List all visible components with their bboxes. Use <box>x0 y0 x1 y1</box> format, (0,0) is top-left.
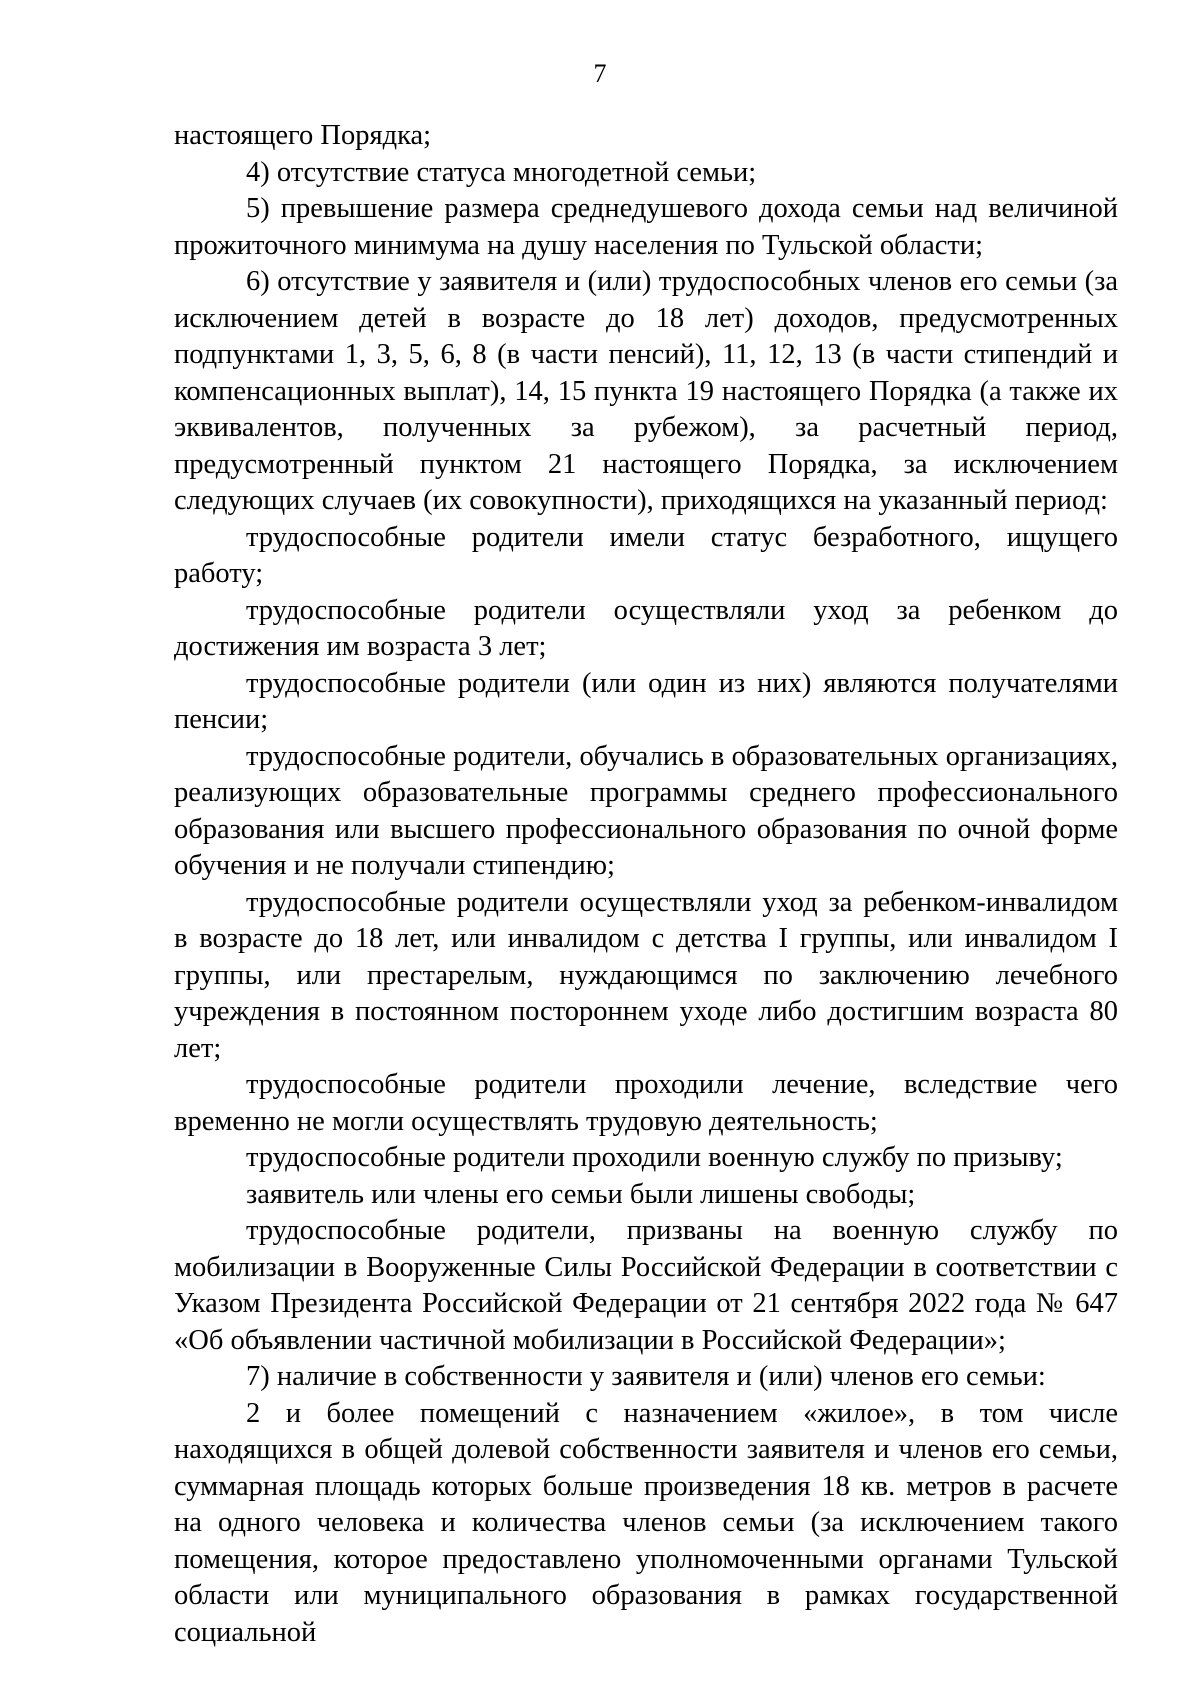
paragraph-12: заявитель или члены его семьи были лишены свободы; <box>246 1178 916 1210</box>
paragraph-8: трудоспособные родители, обучались в образовательных организациях, реализующих образовательные программы среднего профессионального образования или высшего профессионального образования по очной форме обучения и не получали стипендию; <box>174 740 1118 881</box>
paragraph-6: трудоспособные родители осуществляли уход за ребенком до достижения им возраста 3 лет; <box>174 594 1118 662</box>
paragraph-7: трудоспособные родители (или один из них) являются получателями пенсии; <box>174 667 1118 735</box>
paragraph-9: трудоспособные родители осуществляли уход за ребенком-инвалидом в возрасте до 18 лет, или инвалидом с детства I группы, или инвалидом I группы, или престарелым, нуждающимся по заключению лечебного учреждения в постоянном постороннем уходе либо достигшим возраста 80 лет; <box>174 886 1118 1064</box>
page-number: 7 <box>593 59 607 88</box>
paragraph-1: настоящего Порядка; <box>174 120 432 151</box>
paragraph-14: 7) наличие в собственности у заявителя и (или) членов его семьи: <box>246 1361 1046 1392</box>
paragraph-10: трудоспособные родители проходили лечение, вследствие чего временно не могли осуществлять трудовую деятельность; <box>174 1069 1118 1137</box>
paragraph-5: трудоспособные родители имели статус безработного, ищущего работу; <box>174 521 1118 589</box>
paragraph-2: 4) отсутствие статуса многодетной семьи; <box>246 156 757 188</box>
paragraph-3: 5) превышение размера среднедушевого дохода семьи над величиной прожиточного минимума на душу населения по Тульской области; <box>174 193 1118 261</box>
paragraph-11: трудоспособные родители проходили военную службу по призыву; <box>246 1142 1063 1173</box>
paragraph-13: трудоспособные родители, призваны на военную службу по мобилизации в Вооруженные Силы Российской Федерации в соответствии с Указом Президента Российской Федерации от 21 сентября 2022 года № 647 «Об объявлении частичной мобилизации в Российской Федерации»; <box>174 1215 1118 1356</box>
paragraph-15: 2 и более помещений с назначением «жилое», в том числе находящихся в общей долевой собственности заявителя и членов его семьи, суммарная площадь которых больше произведения 18 кв. метров в расчете на одного человека и количества членов семьи (за исключением такого помещения, которое предоставлено уполномоченными органами Тульской области или муниципального образования в рамках государственной социальной <box>174 1397 1118 1648</box>
paragraph-4: 6) отсутствие у заявителя и (или) трудоспособных членов его семьи (за исключением детей в возрасте до 18 лет) доходов, предусмотренных подпунктами 1, 3, 5, 6, 8 (в части пенсий), 11, 12, 13 (в части стипендий и компенсационных выплат), 14, 15 пункта 19 настоящего Порядка (а также их эквивалентов, полученных за рубежом), за расчетный период, предусмотренный пунктом 21 настоящего Порядка, за исключением следующих случаев (их совокупности), приходящихся на указанный период: <box>174 266 1118 516</box>
document-body <box>174 118 1118 1651</box>
